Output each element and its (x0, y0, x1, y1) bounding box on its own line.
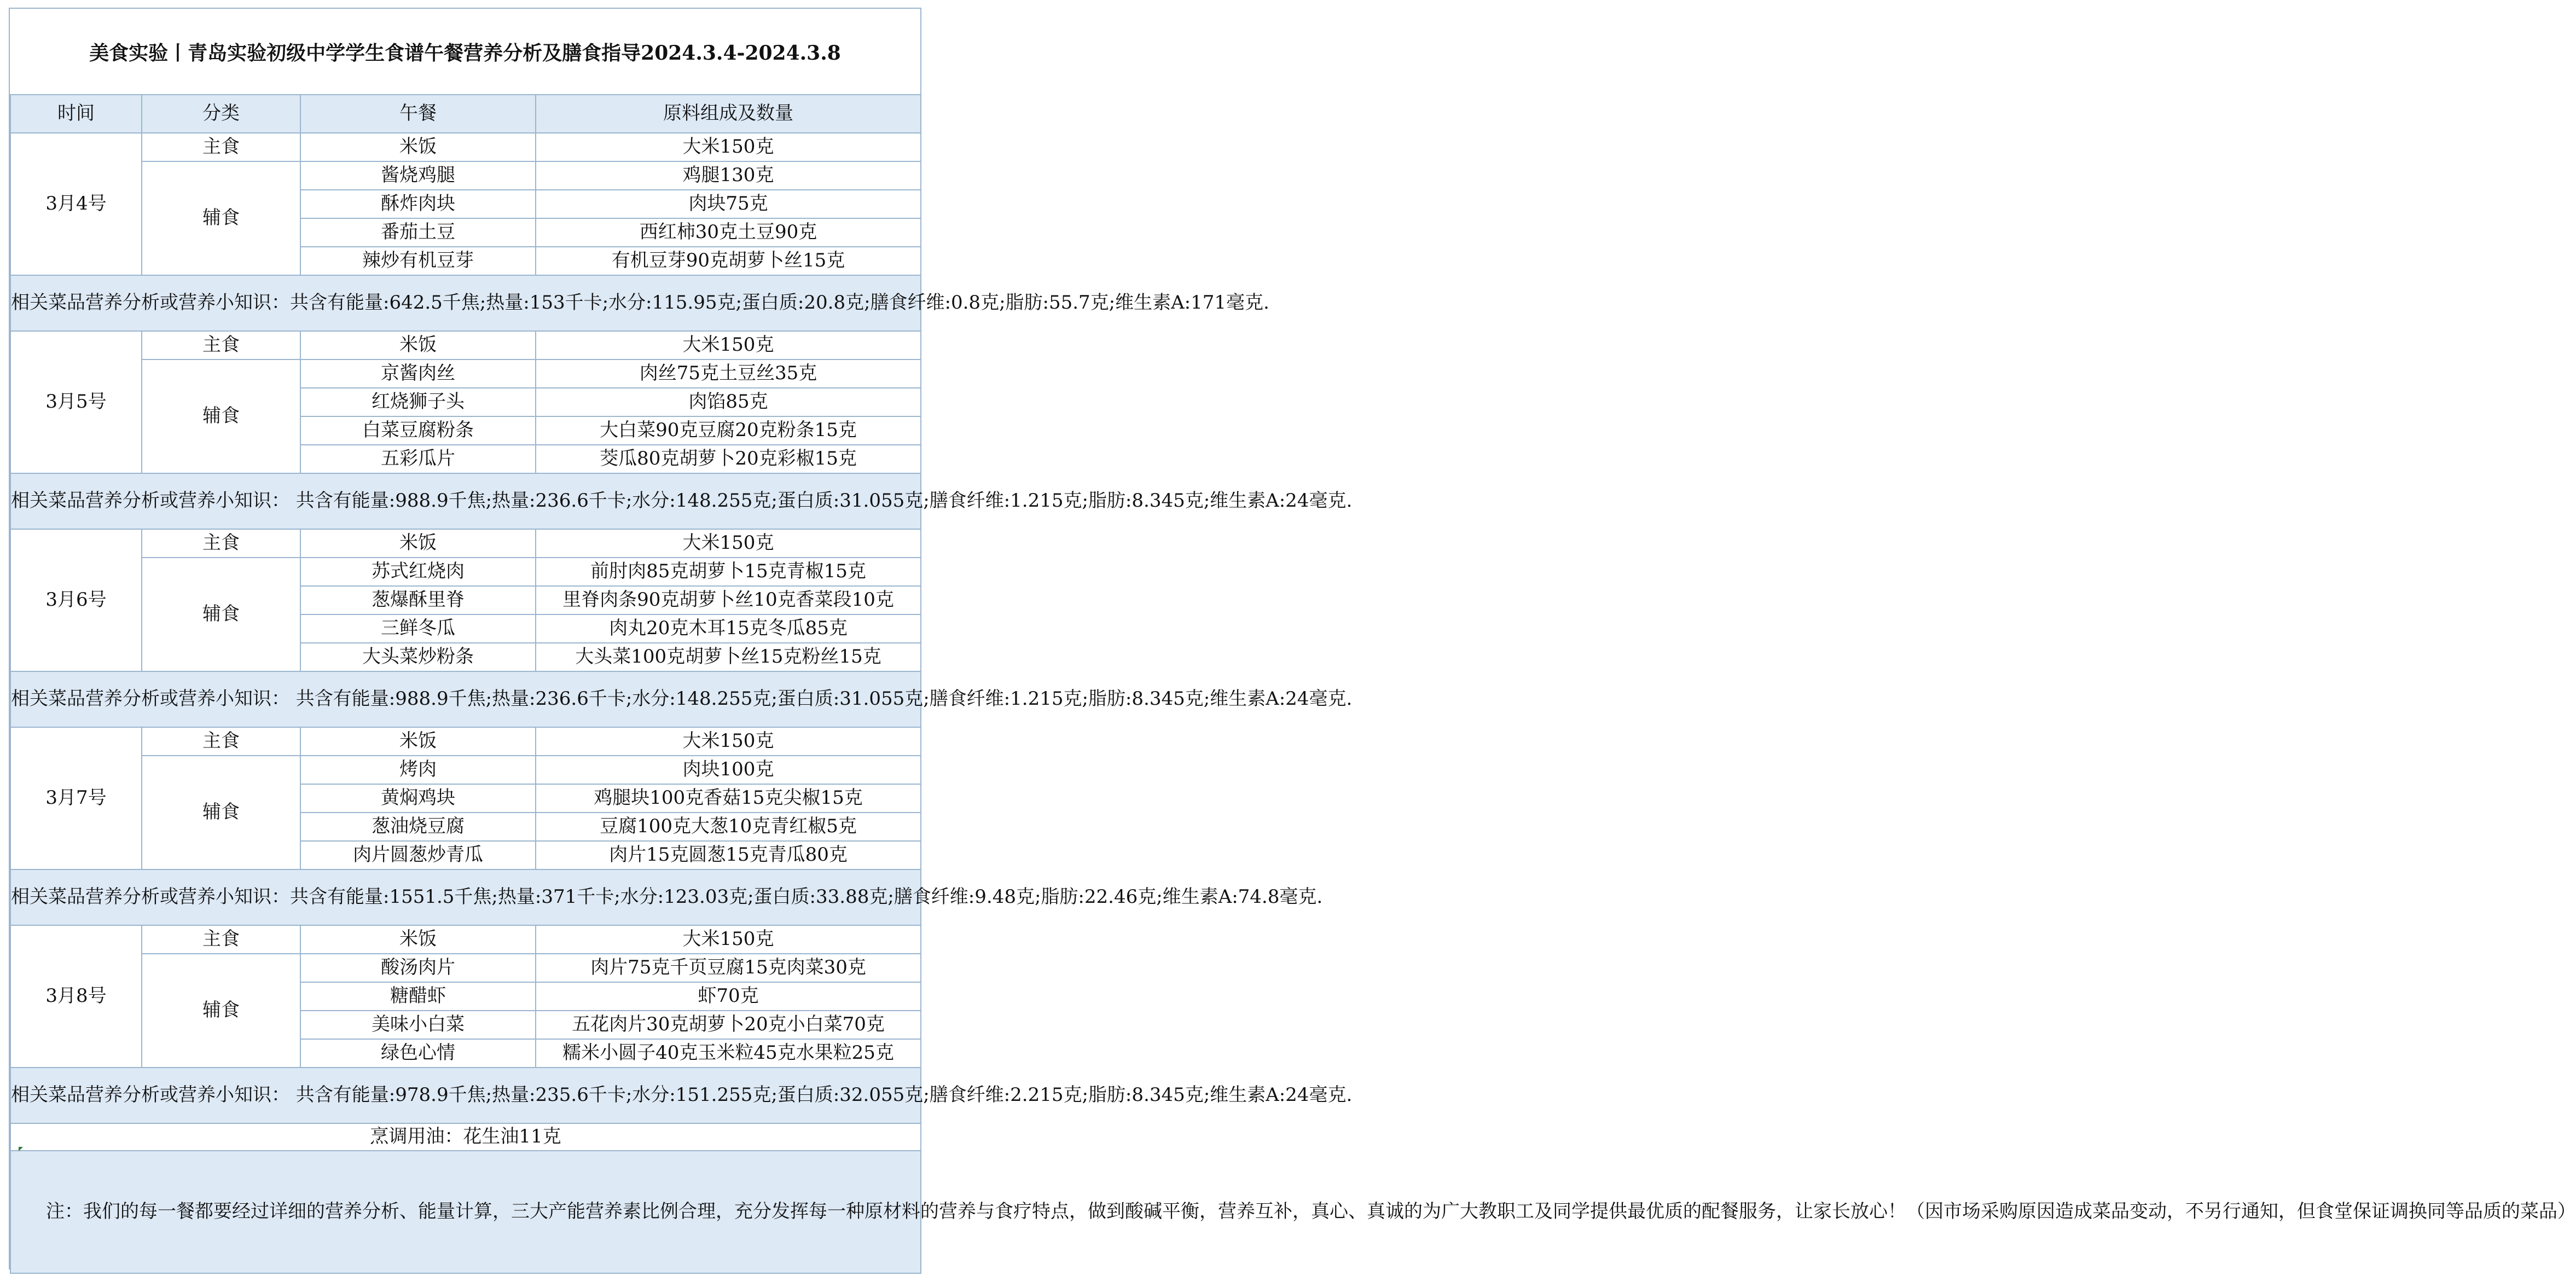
dish-name: 烤肉 (300, 756, 536, 784)
table-row (10, 529, 921, 558)
table-row (10, 925, 921, 954)
note-row (10, 1151, 921, 1273)
dish-ingredients: 糯米小圆子40克玉米粒45克水果粒25克 (536, 1039, 921, 1068)
dish-name: 辣炒有机豆芽 (300, 247, 536, 275)
dish-name: 糖醋虾 (300, 982, 536, 1011)
dish-ingredients: 肉片15克圆葱15克青瓜80克 (536, 841, 921, 869)
category-main: 主食 (142, 727, 300, 756)
category-side: 辅食 (142, 359, 300, 473)
menu-sheet (9, 8, 2576, 1269)
note-cell (10, 1151, 2576, 1273)
table-row (10, 161, 921, 190)
dish-name: 米饭 (300, 925, 536, 954)
nutrition-text: 相关菜品营养分析或营养小知识： 共含有能量:988.9千焦;热量:236.6千卡;水分:148.255克;蛋白质:31.055克;膳食纤维:1.215克;脂肪:8.345克;维生素A:24毫克. (10, 473, 921, 529)
category-main: 主食 (142, 331, 300, 359)
category-main: 主食 (142, 133, 300, 161)
header-category: 分类 (142, 95, 300, 133)
dish-ingredients: 虾70克 (536, 982, 921, 1011)
dish-ingredients: 大米150克 (536, 925, 921, 954)
dish-name: 京酱肉丝 (300, 359, 536, 388)
dish-ingredients: 前肘肉85克胡萝卜15克青椒15克 (536, 558, 921, 586)
table-row (10, 558, 921, 586)
dish-name: 白菜豆腐粉条 (300, 416, 536, 445)
dish-ingredients: 肉块75克 (536, 190, 921, 218)
dish-ingredients: 茭瓜80克胡萝卜20克彩椒15克 (536, 445, 921, 473)
dish-ingredients: 西红柿30克土豆90克 (536, 218, 921, 247)
category-main: 主食 (142, 529, 300, 558)
table-row (10, 359, 921, 388)
dish-ingredients: 肉块100克 (536, 756, 921, 784)
table-header (10, 95, 921, 133)
nutrition-row (10, 473, 921, 529)
page-title: 美食实验丨青岛实验初级中学学生食谱午餐营养分析及膳食指导2024.3.4-2024.3.8 (89, 41, 841, 65)
table-row (10, 954, 921, 982)
dish-ingredients: 有机豆芽90克胡萝卜丝15克 (536, 247, 921, 275)
nutrition-row (10, 671, 921, 727)
nutrition-text: 相关菜品营养分析或营养小知识： 共含有能量:988.9千焦;热量:236.6千卡;水分:148.255克;蛋白质:31.055克;膳食纤维:1.215克;脂肪:8.345克;维生素A:24毫克. (10, 671, 921, 727)
nutrition-row (10, 275, 921, 331)
table-row (10, 133, 921, 161)
note-text: 注：我们的每一餐都要经过详细的营养分析、能量计算，三大产能营养素比例合理，充分发挥每一种原材料的营养与食疗特点，做到酸碱平衡，营养互补，真心、真诚的为广大教职工及同学提供最优质的配餐服务，让家长放心！（因市场采购原因造成菜品变动，不另行通知，但食堂保证调换同等品质的菜品） (46, 1200, 2576, 1223)
category-side: 辅食 (142, 558, 300, 671)
nutrition-text: 相关菜品营养分析或营养小知识：共含有能量:642.5千焦;热量:153千卡;水分:115.95克;蛋白质:20.8克;膳食纤维:0.8克;脂肪:55.7克;维生素A:171毫克. (10, 275, 921, 331)
dish-name: 美味小白菜 (300, 1011, 536, 1039)
dish-ingredients: 鸡腿130克 (536, 161, 921, 190)
dish-ingredients: 鸡腿块100克香菇15克尖椒15克 (536, 784, 921, 813)
dish-name: 三鲜冬瓜 (300, 614, 536, 643)
dish-ingredients: 大白菜90克豆腐20克粉条15克 (536, 416, 921, 445)
table-row (10, 727, 921, 756)
dish-name: 肉片圆葱炒青瓜 (300, 841, 536, 869)
category-side: 辅食 (142, 756, 300, 869)
header-lunch: 午餐 (300, 95, 536, 133)
cooking-oil-row (10, 1123, 921, 1151)
date-cell: 3月4号 (10, 133, 142, 275)
dish-name: 米饭 (300, 331, 536, 359)
table-row (10, 756, 921, 784)
dish-name: 绿色心情 (300, 1039, 536, 1068)
nutrition-text: 相关菜品营养分析或营养小知识： 共含有能量:978.9千焦;热量:235.6千卡;水分:151.255克;蛋白质:32.055克;膳食纤维:2.215克;脂肪:8.345克;维生素A:24毫克. (10, 1068, 921, 1123)
date-cell: 3月8号 (10, 925, 142, 1068)
dish-ingredients: 肉片75克千页豆腐15克肉菜30克 (536, 954, 921, 982)
date-cell: 3月7号 (10, 727, 142, 869)
dish-ingredients: 大米150克 (536, 331, 921, 359)
category-main: 主食 (142, 925, 300, 954)
dish-name: 米饭 (300, 529, 536, 558)
nutrition-row (10, 869, 921, 925)
dish-name: 红烧狮子头 (300, 388, 536, 416)
dish-ingredients: 大米150克 (536, 133, 921, 161)
date-cell: 3月5号 (10, 331, 142, 473)
dish-ingredients: 肉馅85克 (536, 388, 921, 416)
dish-name: 番茄土豆 (300, 218, 536, 247)
dish-name: 五彩瓜片 (300, 445, 536, 473)
nutrition-row (10, 1068, 921, 1123)
dish-name: 大头菜炒粉条 (300, 643, 536, 671)
dish-name: 米饭 (300, 727, 536, 756)
dish-ingredients: 大头菜100克胡萝卜丝15克粉丝15克 (536, 643, 921, 671)
dish-name: 葱油烧豆腐 (300, 813, 536, 841)
header-ingredients: 原料组成及数量 (536, 95, 921, 133)
category-side: 辅食 (142, 161, 300, 275)
cell-corner-marker (19, 1147, 23, 1151)
dish-ingredients: 肉丸20克木耳15克冬瓜85克 (536, 614, 921, 643)
dish-ingredients: 五花肉片30克胡萝卜20克小白菜70克 (536, 1011, 921, 1039)
dish-ingredients: 肉丝75克土豆丝35克 (536, 359, 921, 388)
menu-table (10, 94, 2576, 1274)
dish-name: 酥炸肉块 (300, 190, 536, 218)
dish-ingredients: 大米150克 (536, 529, 921, 558)
date-cell: 3月6号 (10, 529, 142, 671)
dish-name: 酱烧鸡腿 (300, 161, 536, 190)
dish-ingredients: 大米150克 (536, 727, 921, 756)
cooking-oil-text: 烹调用油：花生油11克 (10, 1123, 921, 1151)
dish-name: 苏式红烧肉 (300, 558, 536, 586)
nutrition-text: 相关菜品营养分析或营养小知识：共含有能量:1551.5千焦;热量:371千卡;水分:123.03克;蛋白质:33.88克;膳食纤维:9.48克;脂肪:22.46克;维生素A:74.8毫克. (10, 869, 921, 925)
dish-name: 酸汤肉片 (300, 954, 536, 982)
dish-name: 葱爆酥里脊 (300, 586, 536, 614)
dish-name: 米饭 (300, 133, 536, 161)
header-time: 时间 (10, 95, 142, 133)
dish-ingredients: 豆腐100克大葱10克青红椒5克 (536, 813, 921, 841)
category-side: 辅食 (142, 954, 300, 1068)
dish-name: 黄焖鸡块 (300, 784, 536, 813)
dish-ingredients: 里脊肉条90克胡萝卜丝10克香菜段10克 (536, 586, 921, 614)
table-row (10, 331, 921, 359)
